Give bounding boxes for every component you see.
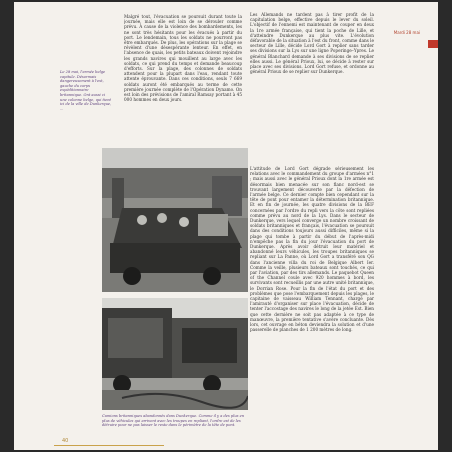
chapter-tab: [428, 40, 438, 48]
photo-abandoned-trucks: [102, 298, 248, 410]
page-number: 40: [62, 438, 69, 444]
book-page: [14, 2, 438, 450]
text-column-1: Malgré tout, l'évacuation se poursuit durant toute la journée, mais elle est loin de se dérouler comme prévu. À cause de la violence des bombardements, les ne sont très hésitants pour les évacués à partir du port. Le lendemain, tous les soldats ne pourront pas être embarqués. De plus, les opérations sur la plage se révèlent d'une désespérante lenteur. En effet, en l'absence de quais, les petits bateaux doivent rejoindre les grands navires qui mouillent au large avec les soldats, ce qui prend du temps et demande beaucoup d'efforts. Sur la plage, des colonnes de soldats attendent pour la plupart dans l'eau, rendant toute attente éprouvante. Dans ces conditions, seuls 7 669 soldats auront été embarqués au terme de cette première journée complète de l'Opération Dynamo. On est loin des prévisions de l'amiral Ramsay portant à 45 000 hommes en deux jours.: [124, 14, 242, 103]
running-head: Mardi 28 mai: [393, 30, 420, 35]
caption-bottom: Camions britanniques abandonnés dans Dunkerque. Comme il y a des plus en plus de véhicules qui arrivent avec les troupes en repliant, l'ordre est de les détruire pour ne pas laisser le reste dans le périmètre de la tête de pont.: [102, 414, 245, 428]
footer-rule: [54, 445, 164, 446]
text-column-2b: L'attitude de Lord Gort dégrade sérieusement les relations avec le commandement du groupe d'armées n°1 ; mais aussi avec le général Prioux dont la 1re armée est désormais bien menacée sur son flanc nord-est se trouvant largement découverte par la défection de l'armée belge. Ce dernier compte bien cependant sur la tête de pont pour entamer la détermination britannique. Et en fin de journée, les quatre divisions de la BEF concernées par l'ordre du repli vers la côte sont repliées comme prévu au nord de la Lys. Dans le secteur de Dunkerque, vers lequel converge un nombre croissant de soldats britanniques et français, l'évacuation se poursuit dans des conditions toujours aussi difficiles, même si la plage qui tombe à partir du début de l'après-midi n'empêche pas la fin du jour l'évacuation du port de Dunkerque. Après avoir détruit leur matériel et abandonné leurs véhicules, les troupes britanniques se repliant sur La Panne, où Lord Gort a transféré son QG dans l'ancienne villa du roi de Belgique Albert Ier. Comme la veille, plusieurs bateaux sont touchés, ce qui par l'aviation, par des tirs allemands. Le paquebot Queen of the Channel coule avec 920 hommes à bord, les survivants sont recueillis par une autre unité britannique, le Dorrian Rose. Pour la fin de l'état du port et des problèmes que pose l'embarquement depuis les plages, le capitaine de vaisseau William Tennant, chargé par l'amirauté d'organiser sur place l'évacuation, décide de tenter l'accostage des navires le long de la jetée Est. Bien que cette dernière ne soit pas adaptée à ce type de manœuvre, la première tentative s'avère concluante. Dès lors, cet ouvrage en béton deviendra la solution et d'une passerelle de planches de 1 200 mètres de long.: [250, 166, 374, 333]
text-column-2a: Les Allemands ne tardent pas à tirer profit de la capitulation belge, effective depuis le lever du soleil. L'objectif de l'ennemi est maintenant de couper en deux la 1re armée française, qui tient la poche de Lille, et d'atteindre Dunkerque au plus vite. L'évolution défavorable de la situation à l'est du front, comme dans le secteur de Lille, décide Lord Gort à replier sans tarder ses divisions sur la Lys sur une ligne Poperinge–Ypres. Le général Blanchard demande à ses divisions de se replier elles aussi. Le général Prioux, lui, se décide à rester sur place avec ses divisions. Lord Gort refuse, et ordonne au général Prioux de se replier sur Dunkerque.: [250, 12, 374, 75]
caption-left: Le 28 mai, l'armée belge capitule. Désormais dangereusement à l'est, gauche du corps expéditionnaire britannique. Ont aussi ci une colonne belge, qui tient ici de la ville de Dunkerque, ...: [60, 70, 112, 111]
photo-belgian-convoy: [102, 148, 248, 292]
